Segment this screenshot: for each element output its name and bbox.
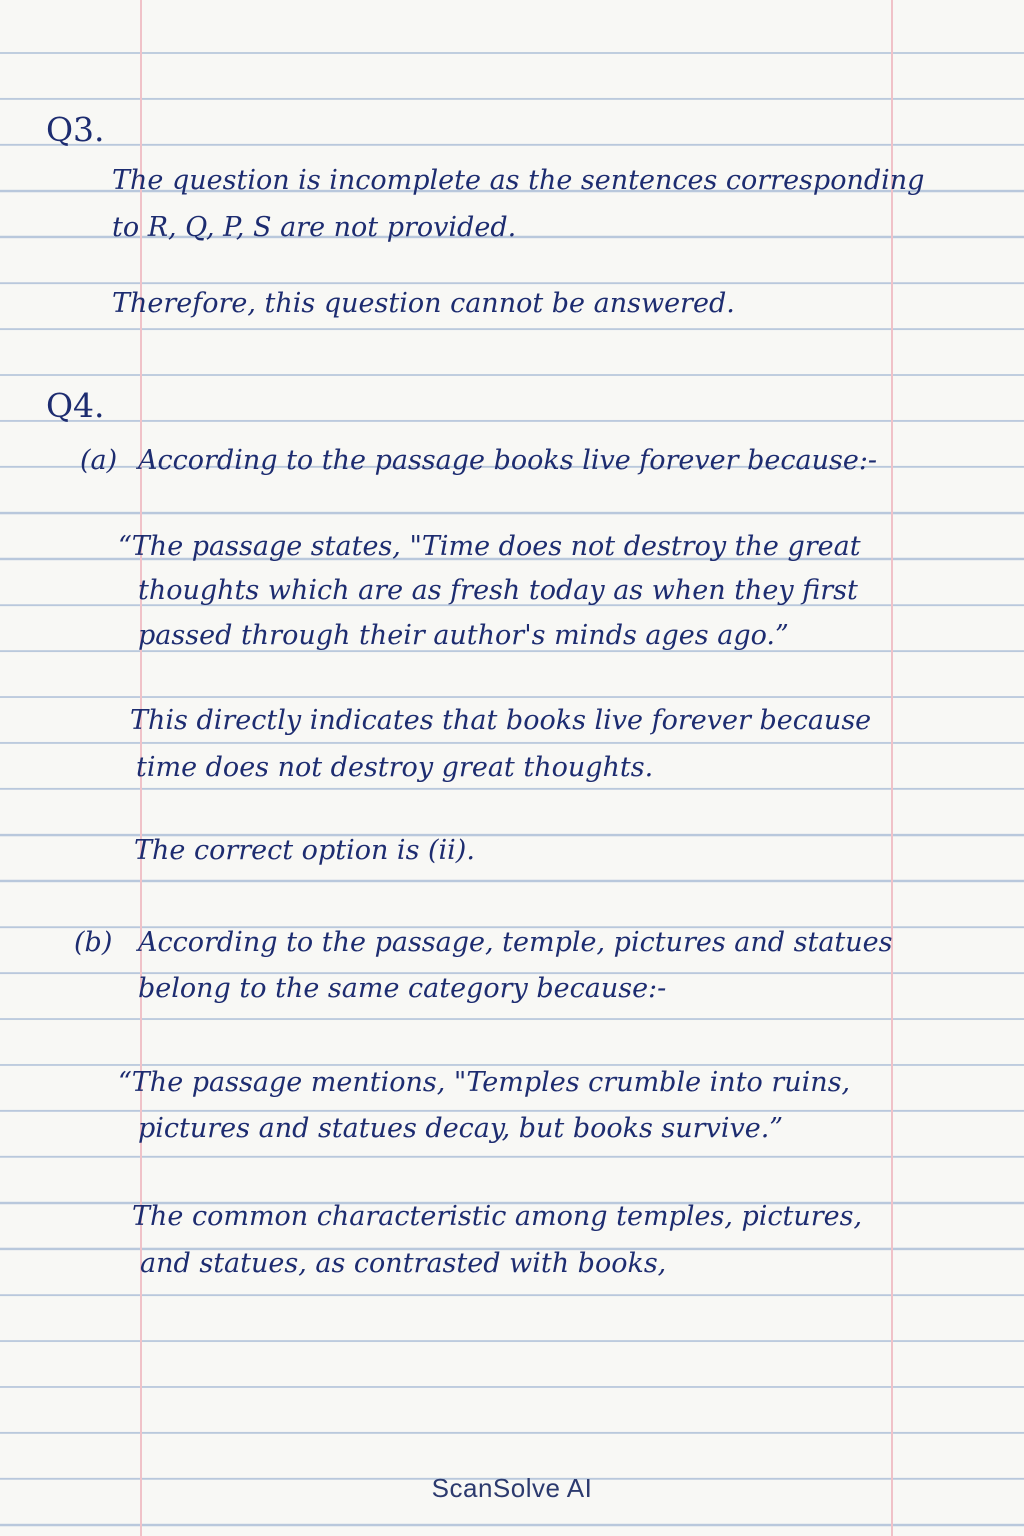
q4b-quote-line-1: “The passage mentions, "Temples crumble into ruins,	[118, 1067, 851, 1098]
q4b-explanation-line-1: The common characteristic among temples, pictures,	[132, 1201, 863, 1232]
q4a-heading: According to the passage books live forever because:-	[138, 445, 878, 476]
q3-label: Q3.	[46, 110, 105, 149]
q4a-quote-line-1: “The passage states, "Time does not destroy the great	[118, 531, 861, 562]
q4a-quote-line-2: thoughts which are as fresh today as when they first	[138, 575, 858, 606]
q3-line-1: The question is incomplete as the sentences corresponding	[112, 165, 925, 196]
q4-label: Q4.	[46, 386, 105, 425]
q4a-explanation-line-2: time does not destroy great thoughts.	[136, 752, 654, 783]
q4a-marker: (a)	[80, 445, 118, 476]
q4b-marker: (b)	[74, 927, 113, 958]
q4a-quote-line-3: passed through their author's minds ages ago.”	[138, 620, 789, 651]
q4b-explanation-line-2: and statues, as contrasted with books,	[140, 1248, 667, 1279]
q4b-quote-line-2: pictures and statues decay, but books survive.”	[138, 1113, 784, 1144]
q4b-heading-line-2: belong to the same category because:-	[138, 973, 667, 1004]
brand-watermark: ScanSolve AI	[431, 1473, 593, 1503]
q4b-heading-line-1: According to the passage, temple, pictures and statues	[138, 927, 893, 958]
right-margin-line	[891, 0, 893, 1536]
q3-line-2: to R, Q, P, S are not provided.	[112, 212, 517, 243]
q3-line-3: Therefore, this question cannot be answered.	[112, 288, 735, 319]
q4a-answer: The correct option is (ii).	[134, 835, 475, 866]
q4a-explanation-line-1: This directly indicates that books live forever because	[130, 705, 872, 736]
